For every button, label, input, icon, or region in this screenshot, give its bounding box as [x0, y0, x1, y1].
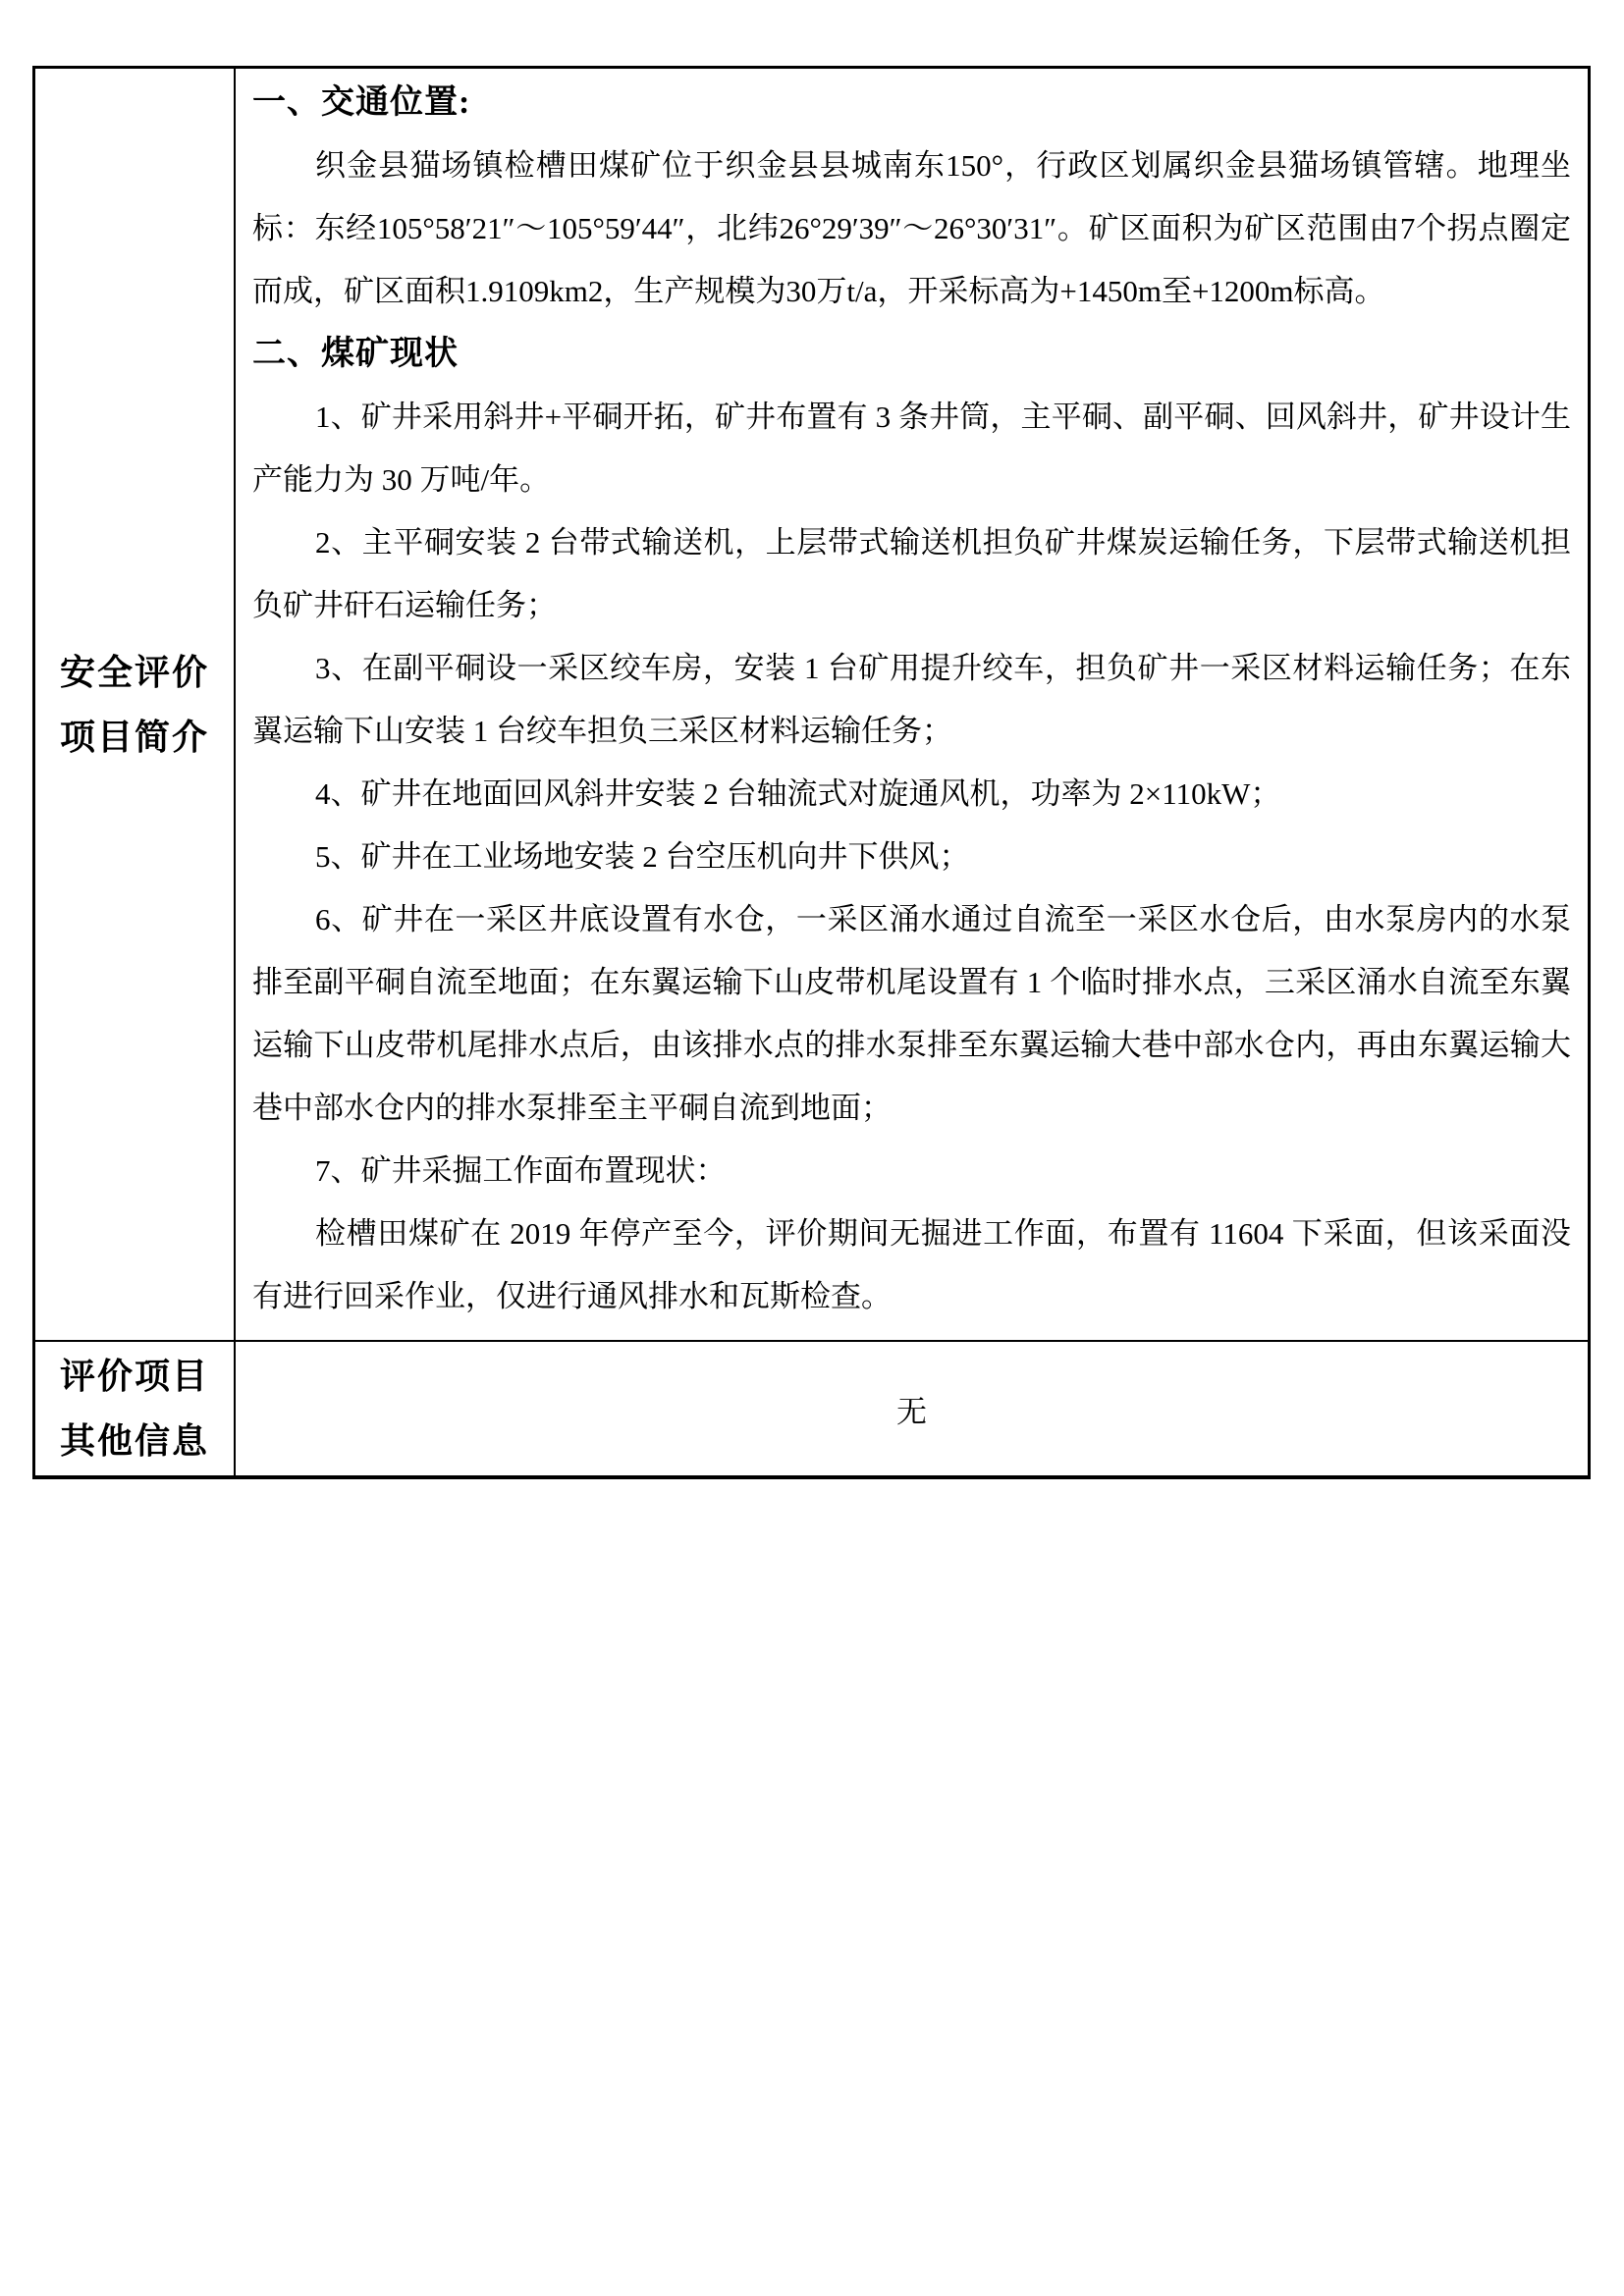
- paragraph-item-6-drainage: 6、矿井在一采区井底设置有水仓，一采区涌水通过自流至一采区水仓后，由水泵房内的水泵排至副平硐自流至地面；在东翼运输下山皮带机尾设置有 1 个临时排水点，三采区涌水自流至东翼运输下山皮带机尾排水点后，由该排水点的排水泵排至东翼运输大巷中部水仓内，再由东翼运输大巷中部水仓内的排水泵排至主平硐自流到地面；: [252, 902, 1571, 1125]
- paragraph-item-7-working-face-title: 7、矿井采掘工作面布置现状：: [315, 1153, 727, 1188]
- label-line: 安全评价: [59, 652, 209, 692]
- table-row-other-info: [35, 1342, 1588, 1475]
- label-line: 评价项目: [59, 1357, 209, 1396]
- project-intro-content: [236, 69, 1588, 1340]
- other-info-content: 无: [896, 1394, 927, 1429]
- paragraph-item-5-compressors: 5、矿井在工业场地安装 2 台空压机向井下供风；: [315, 839, 970, 874]
- label-line: 其他信息: [59, 1421, 209, 1461]
- heading-traffic-location: 一、交通位置:: [252, 84, 471, 121]
- paragraph-item-2-conveyors: 2、主平硐安装 2 台带式输送机，上层带式输送机担负矿井煤炭运输任务，下层带式输送机担负矿井矸石运输任务；: [252, 525, 1571, 622]
- row-label-other-info: [35, 1342, 236, 1475]
- label-line: 项目简介: [59, 717, 209, 757]
- table-row-project-intro: [35, 69, 1588, 1342]
- paragraph-location-detail: 织金县猫场镇检槽田煤矿位于织金县县城南东150°，行政区划属织金县猫场镇管辖。地理坐标：东经105°58′21″～105°59′44″，北纬26°29′39″～26°30′31″。矿区面积为矿区范围由7个拐点圈定而成，矿区面积1.9109km2，生产规模为30万t/a，开采标高为+1450m至+1200m标高。: [252, 148, 1571, 308]
- paragraph-item-1-shaft-layout: 1、矿井采用斜井+平硐开拓，矿井布置有 3 条井筒，主平硐、副平硐、回风斜井，矿井设计生产能力为 30 万吨/年。: [252, 400, 1571, 497]
- evaluation-table: [32, 66, 1591, 1479]
- paragraph-working-face-status: 检槽田煤矿在 2019 年停产至今，评价期间无掘进工作面，布置有 11604 下采面，但该采面没有进行回采作业，仅进行通风排水和瓦斯检查。: [252, 1216, 1571, 1313]
- heading-mine-status: 二、煤矿现状: [252, 336, 459, 372]
- paragraph-item-4-fans: 4、矿井在地面回风斜井安装 2 台轴流式对旋通风机，功率为 2×110kW；: [315, 776, 1281, 811]
- paragraph-item-3-winches: 3、在副平硐设一采区绞车房，安装 1 台矿用提升绞车，担负矿井一采区材料运输任务；在东翼运输下山安装 1 台绞车担负三采区材料运输任务；: [252, 651, 1571, 748]
- row-label-project-intro: [35, 69, 236, 1340]
